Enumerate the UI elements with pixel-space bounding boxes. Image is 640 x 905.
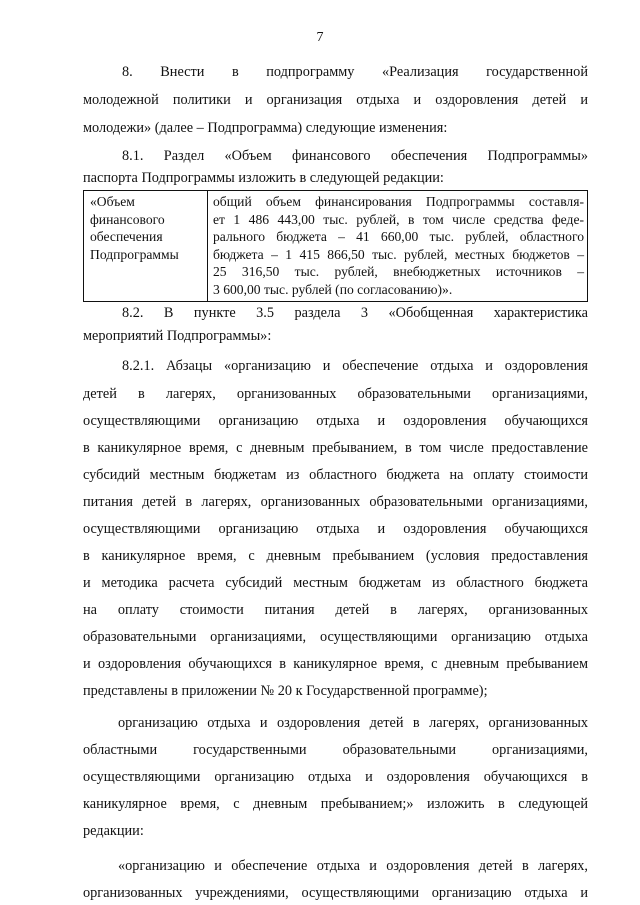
table-content-line: 25 316,50 тыс. рублей, внебюджетных источников – [213, 264, 584, 279]
item-8-2-1-line: в каникулярное время, с дневным пребыванием, в том числе предоставление [83, 440, 588, 456]
quoted-paragraph-line: каникулярное время, с дневным пребыванием;» изложить в следующей [83, 796, 588, 812]
item-8-line: 8. Внести в подпрограмму «Реализация государственной [122, 64, 588, 80]
item-8-2-line: мероприятий Подпрограммы»: [83, 328, 272, 344]
quoted-paragraph-line: осуществляющими организацию отдыха и оздоровления обучающихся в [83, 769, 588, 785]
table-cell-content [213, 193, 584, 298]
item-8-1-line: паспорта Подпрограммы изложить в следующей редакции: [83, 170, 444, 186]
item-8-line: молодежи» (далее – Подпрограмма) следующие изменения: [83, 120, 448, 136]
item-8-2-1-line: представлены в приложении № 20 к Государственной программе); [83, 683, 488, 699]
table-heading-line: обеспечения [90, 229, 163, 244]
table-content-line: 3 600,00 тыс. рублей (по согласованию)». [213, 281, 453, 297]
item-8-2-1-line: 8.2.1. Абзацы «организацию и обеспечение отдыха и оздоровления [122, 358, 588, 374]
item-8-2-1-line: питания детей в лагерях, организованных образовательными организациями, [83, 494, 588, 510]
item-8-2-1-line: осуществляющими организацию отдыха и оздоровления обучающихся [83, 521, 588, 537]
table-heading-line: финансового [90, 211, 165, 227]
item-8-2-1-line: на оплату стоимости питания детей в лагерях, организованных [83, 602, 588, 618]
financing-table [83, 190, 588, 302]
table-content-line: общий объем финансирования Подпрограммы составля- [213, 194, 584, 209]
table-heading-line: Подпрограммы [90, 246, 179, 262]
quoted-paragraph-line: областными государственными образовательными организациями, [83, 742, 588, 758]
item-8-2-1-line: и оздоровления обучающихся в каникулярное время, с дневным пребыванием [83, 656, 588, 672]
page-number: 7 [316, 30, 324, 45]
new-wording-line: организованных учреждениями, осуществляющими организацию отдыха и [83, 885, 588, 901]
table-content-line: бюджета – 1 415 866,50 тыс. рублей, местных бюджетов – [213, 246, 584, 262]
item-8-2-1-line: в каникулярное время, с дневным пребыванием (условия предоставления [83, 548, 588, 564]
new-wording-line: «организацию и обеспечение отдыха и оздоровления детей в лагерях, [118, 858, 588, 874]
item-8-line: молодежной политики и организация отдыха и оздоровления детей и [83, 92, 588, 108]
table-heading-line: «Объем [90, 194, 135, 209]
table-content-line: ет 1 486 443,00 тыс. рублей, в том числе средства феде- [213, 211, 584, 227]
item-8-1-line: 8.1. Раздел «Объем финансового обеспечения Подпрограммы» [122, 148, 588, 164]
table-cell-heading [90, 193, 204, 263]
table-column-divider [207, 191, 208, 301]
item-8-2-1-line: детей в лагерях, организованных образовательными организациями, [83, 386, 588, 402]
item-8-2-1-line: осуществляющими организацию отдыха и оздоровления обучающихся [83, 413, 588, 429]
item-8-2-line: 8.2. В пункте 3.5 раздела 3 «Обобщенная характеристика [122, 305, 588, 321]
item-8-2-1-line: субсидий местным бюджетам из областного бюджета на оплату стоимости [83, 467, 588, 483]
quoted-paragraph-line: организацию отдыха и оздоровления детей в лагерях, организованных [118, 715, 588, 731]
quoted-paragraph-line: редакции: [83, 823, 144, 839]
table-content-line: рального бюджета – 41 660,00 тыс. рублей, областного [213, 229, 584, 244]
item-8-2-1-line: образовательными организациями, осуществляющими организацию отдыха [83, 629, 588, 645]
item-8-2-1-line: и методика расчета субсидий местным бюджетам из областного бюджета [83, 575, 588, 591]
